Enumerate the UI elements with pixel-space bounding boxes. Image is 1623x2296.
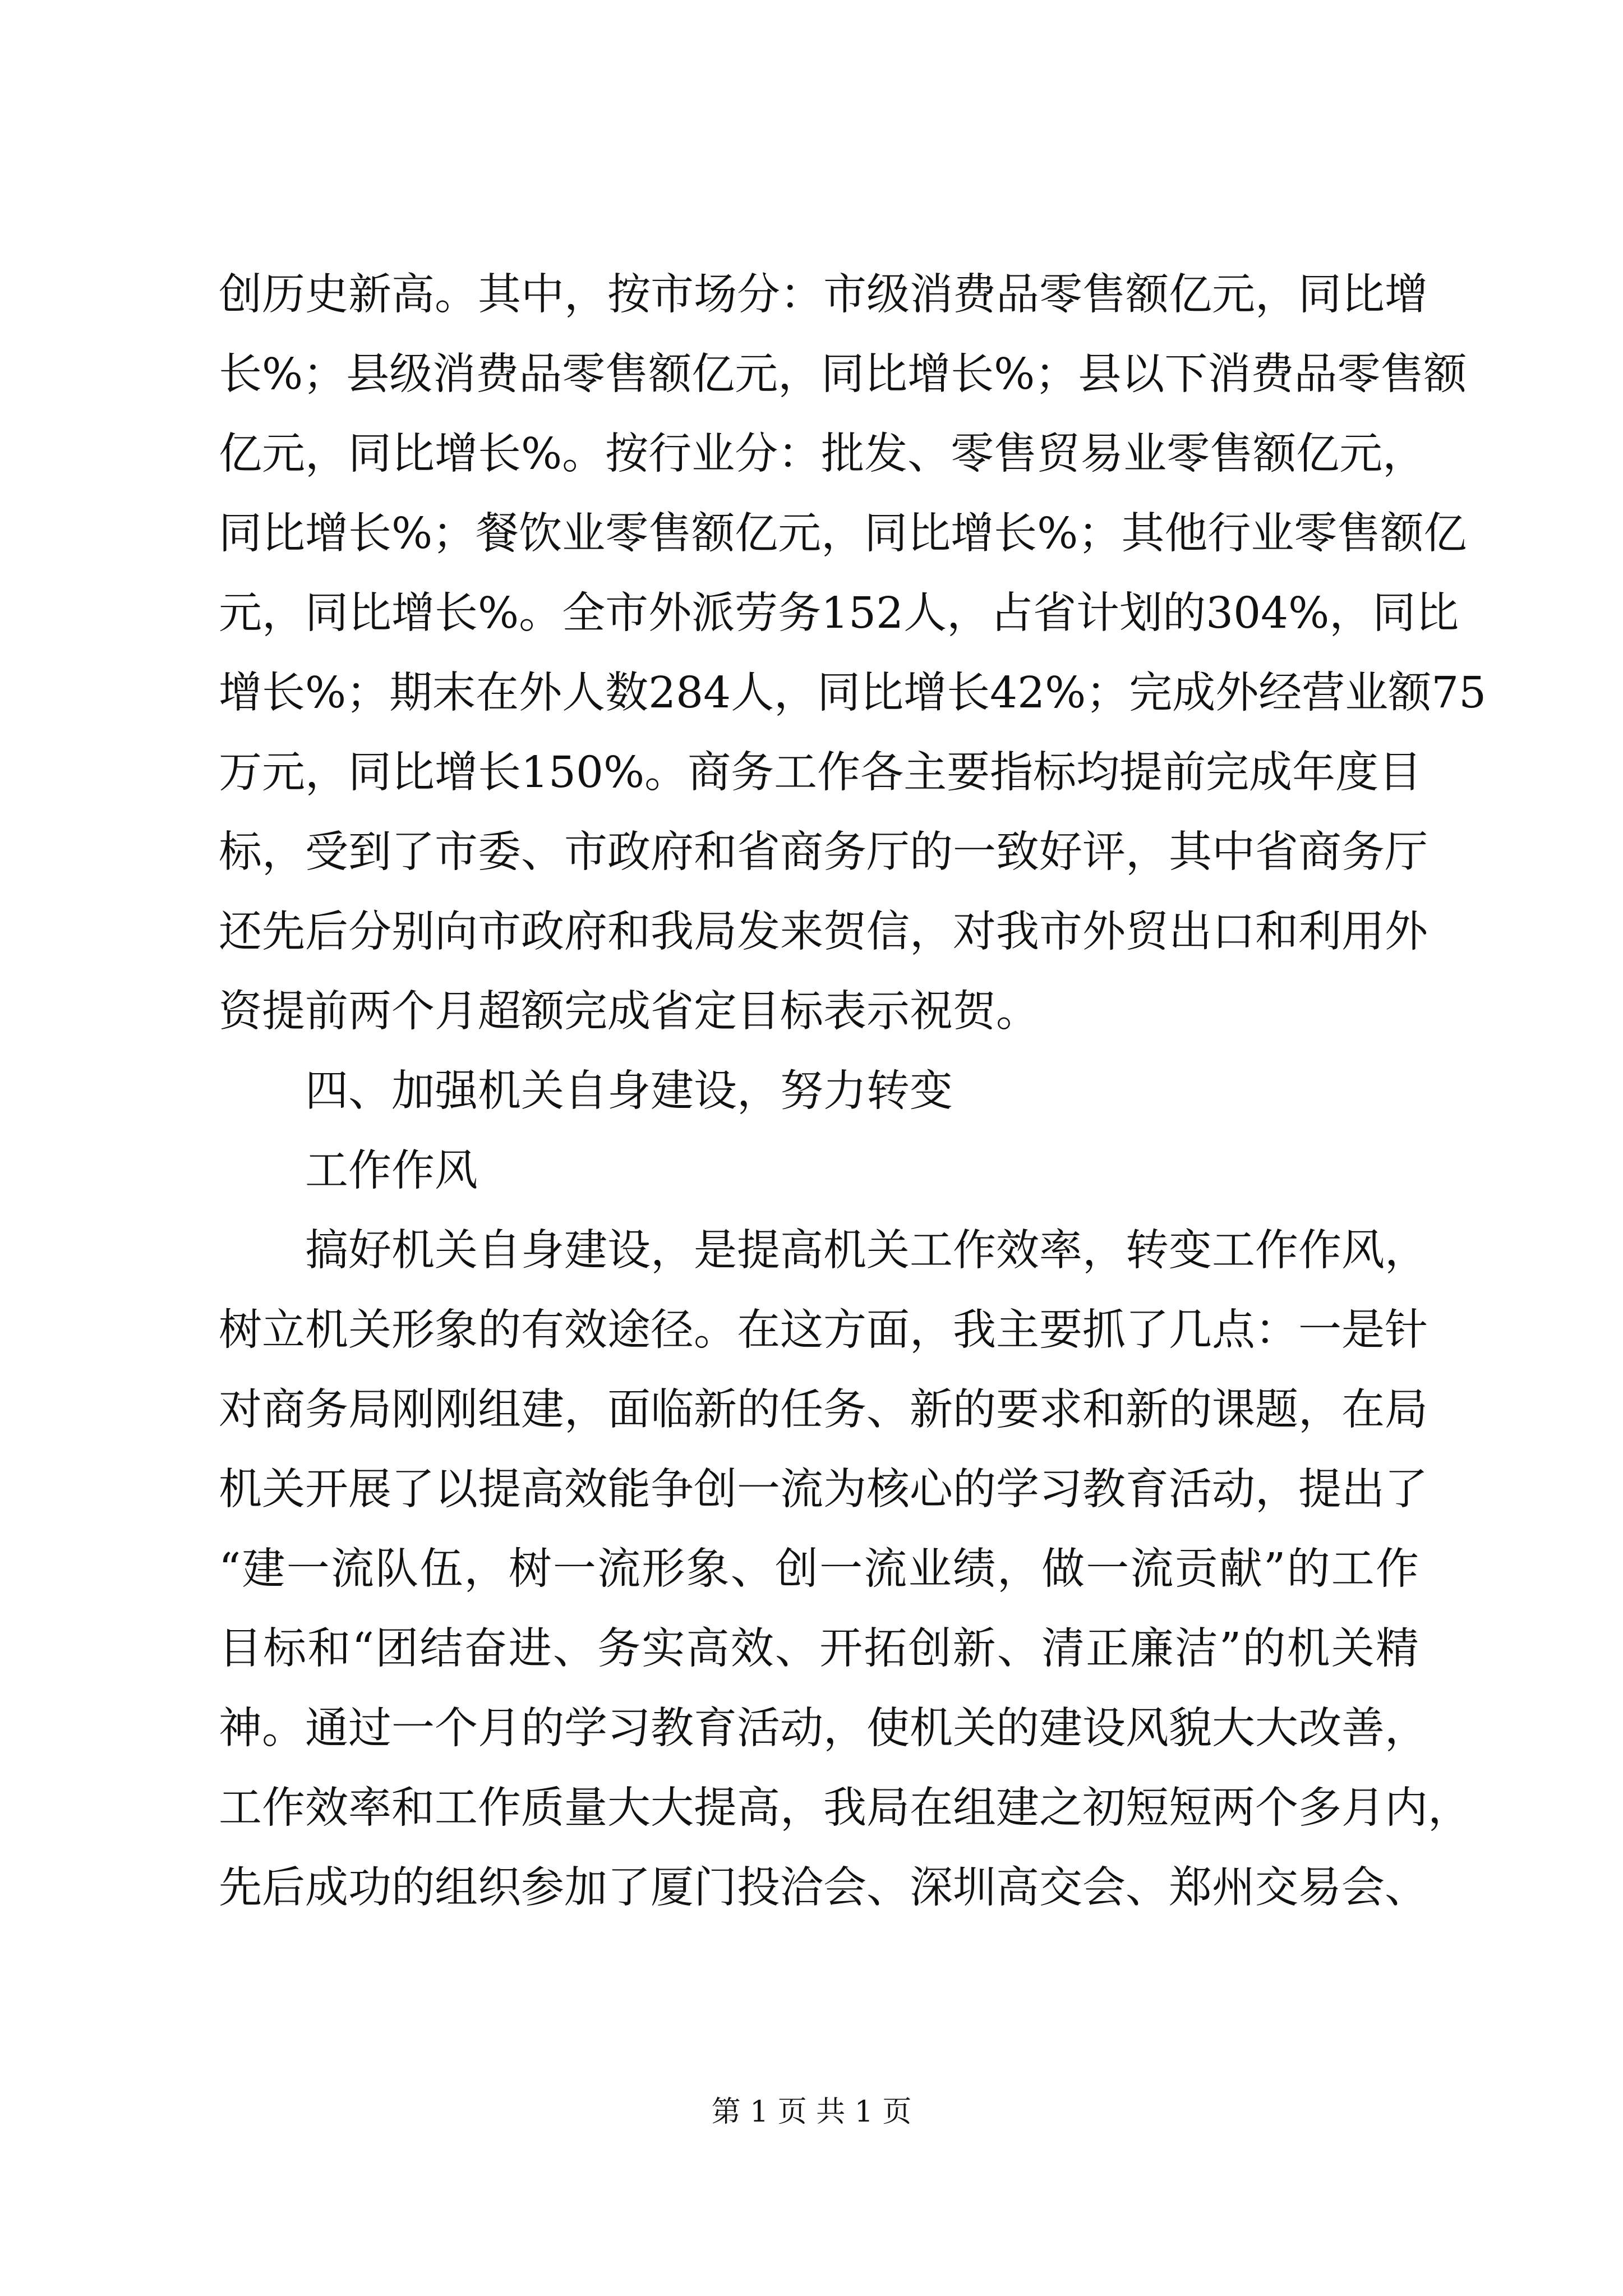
paragraph-line: 搞好机关自身建设，是提高机关工作效率，转变工作作风， bbox=[305, 1226, 1428, 1276]
paragraph-line: 神。通过一个月的学习教育活动，使机关的建设风貌大大改善， bbox=[219, 1704, 1428, 1754]
paragraph-line: 创历史新高。其中，按市场分：市级消费品零售额亿元，同比增 bbox=[219, 270, 1428, 320]
paragraph-line: “建一流队伍，树一流形象、创一流业绩，做一流贡献”的工作 bbox=[219, 1544, 1419, 1594]
paragraph-line: 标，受到了市委、市政府和省商务厅的一致好评，其中省商务厅 bbox=[219, 827, 1428, 877]
paragraph-line: 元，同比增长%。全市外派劳务152人，占省计划的304%，同比 bbox=[219, 588, 1459, 638]
paragraph-line: 同比增长%；餐饮业零售额亿元，同比增长%；其他行业零售额亿 bbox=[219, 509, 1467, 559]
paragraph-line: 亿元，同比增长%。按行业分：批发、零售贸易业零售额亿元， bbox=[219, 429, 1426, 479]
paragraph-line: 先后成功的组织参加了厦门投洽会、深圳高交会、郑州交易会、 bbox=[219, 1863, 1428, 1913]
section-heading-continuation: 工作作风 bbox=[305, 1146, 478, 1196]
paragraph-line: 长%；县级消费品零售额亿元，同比增长%；县以下消费品零售额 bbox=[219, 349, 1467, 399]
paragraph-line: 增长%；期末在外人数284人，同比增长42%；完成外经营业额75 bbox=[219, 668, 1487, 718]
page-footer: 第 1 页 共 1 页 bbox=[711, 2095, 912, 2129]
paragraph-line: 工作效率和工作质量大大提高，我局在组建之初短短两个多月内， bbox=[219, 1783, 1471, 1833]
paragraph-line: 目标和“团结奋进、务实高效、开拓创新、清正廉洁”的机关精 bbox=[219, 1624, 1419, 1674]
paragraph-line: 还先后分别向市政府和我局发来贺信，对我市外贸出口和利用外 bbox=[219, 907, 1428, 957]
paragraph-line: 万元，同比增长150%。商务工作各主要指标均提前完成年度目 bbox=[219, 748, 1422, 798]
section-heading: 四、加强机关自身建设，努力转变 bbox=[305, 1066, 953, 1116]
paragraph-line: 资提前两个月超额完成省定目标表示祝贺。 bbox=[219, 987, 1039, 1037]
paragraph-line: 树立机关形象的有效途径。在这方面，我主要抓了几点：一是针 bbox=[219, 1305, 1428, 1355]
paragraph-line: 机关开展了以提高效能争创一流为核心的学习教育活动，提出了 bbox=[219, 1465, 1428, 1515]
document-body bbox=[219, 255, 1487, 1928]
paragraph-line: 对商务局刚刚组建，面临新的任务、新的要求和新的课题，在局 bbox=[219, 1385, 1428, 1435]
